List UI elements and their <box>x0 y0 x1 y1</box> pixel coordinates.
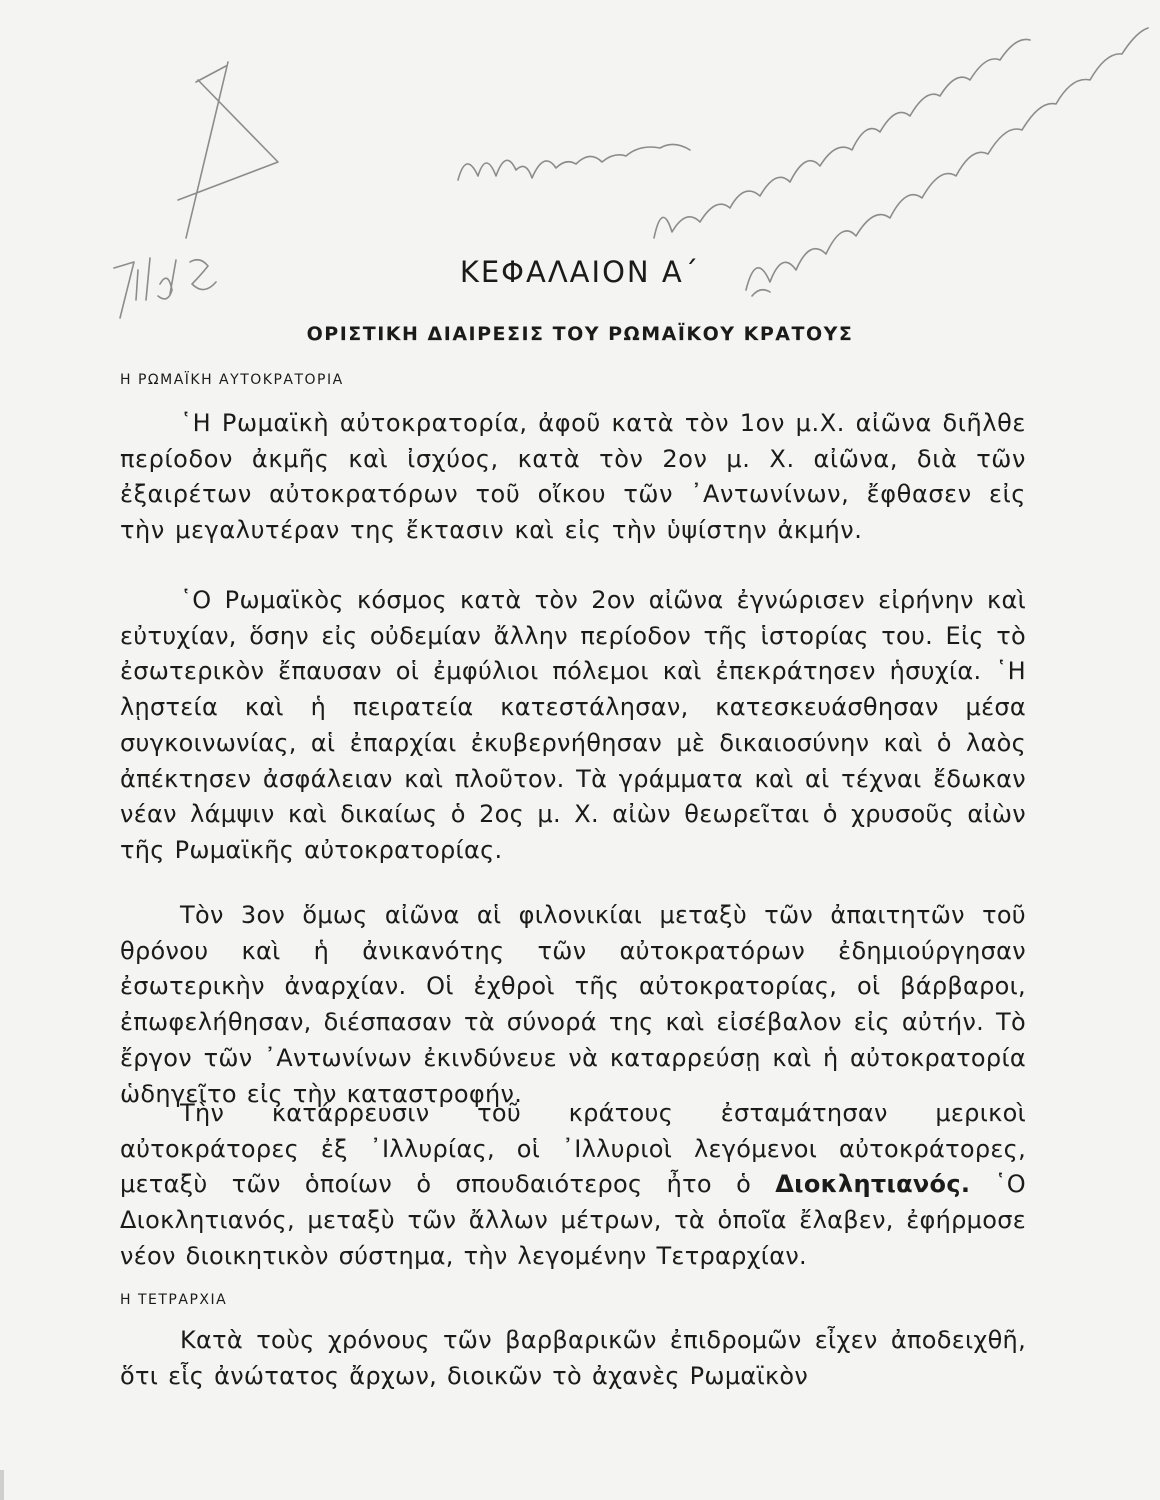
paragraph-5: Κατὰ τοὺς χρόνους τῶν βαρβαρικῶν ἐπιδρομῶν εἶχεν ἀποδειχθῆ, ὅτι εἷς ἀνώτατος ἄρχων, διοικῶν τὸ ἀχανὲς Ρωμαϊκὸν <box>120 1326 1026 1390</box>
chapter-title: ΚΕΦΑΛΑΙΟΝ Α΄ <box>459 255 701 289</box>
paragraph-4-text-before: Τὴν κατάρρευσιν τοῦ κράτους ἐσταμάτησαν μερικοὶ αὐτοκράτορες ἐξ ᾿Ιλλυρίας, οἱ ᾿Ιλλυριοὶ λεγόμενοι αὐτοκράτορες, μεταξὺ τῶν ὁποίων ὁ σπουδαιότερος ἦτο ὁ <box>120 1099 1026 1199</box>
paragraph-3: Τὸν 3ον ὅμως αἰῶνα αἱ φιλονικίαι μεταξὺ τῶν ἀπαιτητῶν τοῦ θρόνου καὶ ἡ ἀνικανότης τῶν αὐτοκρατόρων ἐδημιούργησαν ἐσωτερικὴν ἀναρχίαν. Οἱ ἐχθροὶ τῆς αὐτοκρατορίας, οἱ βάρβαροι, ἐπωφελήθησαν, διέσπασαν τὰ σύνορά της καὶ εἰσέβαλον εἰς αὐτήν. Τὸ ἔργον τῶν ᾿Αντωνίνων ἐκινδύνευε νὰ καταρρεύσῃ καὶ ἡ αὐτοκρατορία ὡδηγεῖτο εἰς τὴν καταστροφήν. <box>120 901 1026 1108</box>
margin-note-2-strokes <box>654 39 1030 238</box>
paragraph-1: ῾Η Ρωμαϊκὴ αὐτοκρατορία, ἀφοῦ κατὰ τὸν 1ον μ.Χ. αἰῶνα διῆλθε περίοδον ἀκμῆς καὶ ἰσχύος, κατὰ τὸν 2ον μ. Χ. αἰῶνα, διὰ τῶν ἐξαιρέτων αὐτοκρατόρων τοῦ οἴκου τῶν ᾿Αντωνίνων, ἔφθασεν εἰς τὴν μεγαλυτέραν της ἔκτασιν καὶ εἰς τὴν ὑψίστην ἀκμήν. <box>120 409 1026 545</box>
paragraph-2: ῾Ο Ρωμαϊκὸς κόσμος κατὰ τὸν 2ον αἰῶνα ἐγνώρισεν εἰρήνην καὶ εὐτυχίαν, ὅσην εἰς οὐδεμίαν ἄλλην περίοδον τῆς ἱστορίας του. Εἰς τὸ ἐσωτερικὸν ἔπαυσαν οἱ ἐμφύλιοι πόλεμοι καὶ ἐπεκράτησεν ἡσυχία. ῾Η λῃστεία καὶ ἡ πειρατεία κατεστάλησαν, κατεσκευάσθησαν μέσα συγκοινωνίας, αἱ ἐπαρχίαι ἐκυβερνήθησαν μὲ δικαιοσύνην καὶ ὁ λαὸς ἀπέκτησεν ἀσφάλειαν καὶ πλοῦτον. Τὰ γράμματα καὶ αἱ τέχναι ἔδωκαν νέαν λάμψιν καὶ δικαίως ὁ 2ος μ. Χ. αἰὼν θεωρεῖται ὁ χρυσοῦς αἰὼν τῆς Ρωμαϊκῆς αὐτοκρατορίας. <box>120 586 1026 864</box>
paragraph-4 <box>120 1096 1026 1275</box>
diocletian-name: Διοκλητιανός. <box>775 1170 971 1199</box>
section-title: ΟΡΙΣΤΙΚΗ ΔΙΑΙΡΕΣΙΣ ΤΟΥ ΡΩΜΑΪΚΟΥ ΚΡΑΤΟΥΣ <box>306 323 854 345</box>
subheading-roman-empire: Η ΡΩΜΑΪΚΗ ΑΥΤΟΚΡΑΤΟΡΙΑ <box>120 372 344 388</box>
pencil-triangle-mark <box>178 62 278 238</box>
margin-note-3-strokes <box>746 28 1148 290</box>
scan-edge-mark <box>0 1470 4 1500</box>
subheading-tetrarchy: Η ΤΕΤΡΑΡΧΙΑ <box>120 1292 228 1308</box>
paragraph-4-text-after: ῾Ο Διοκλητιανός, μεταξὺ τῶν ἄλλων μέτρων, τὰ ὁποῖα ἔλαβεν, ἐφήρμοσε νέον διοικητικὸν σύστημα, τὴν λεγομένην Τετραρχίαν. <box>120 1170 1026 1270</box>
handwritten-annotations <box>0 0 1160 340</box>
margin-note-1-strokes <box>458 144 690 180</box>
